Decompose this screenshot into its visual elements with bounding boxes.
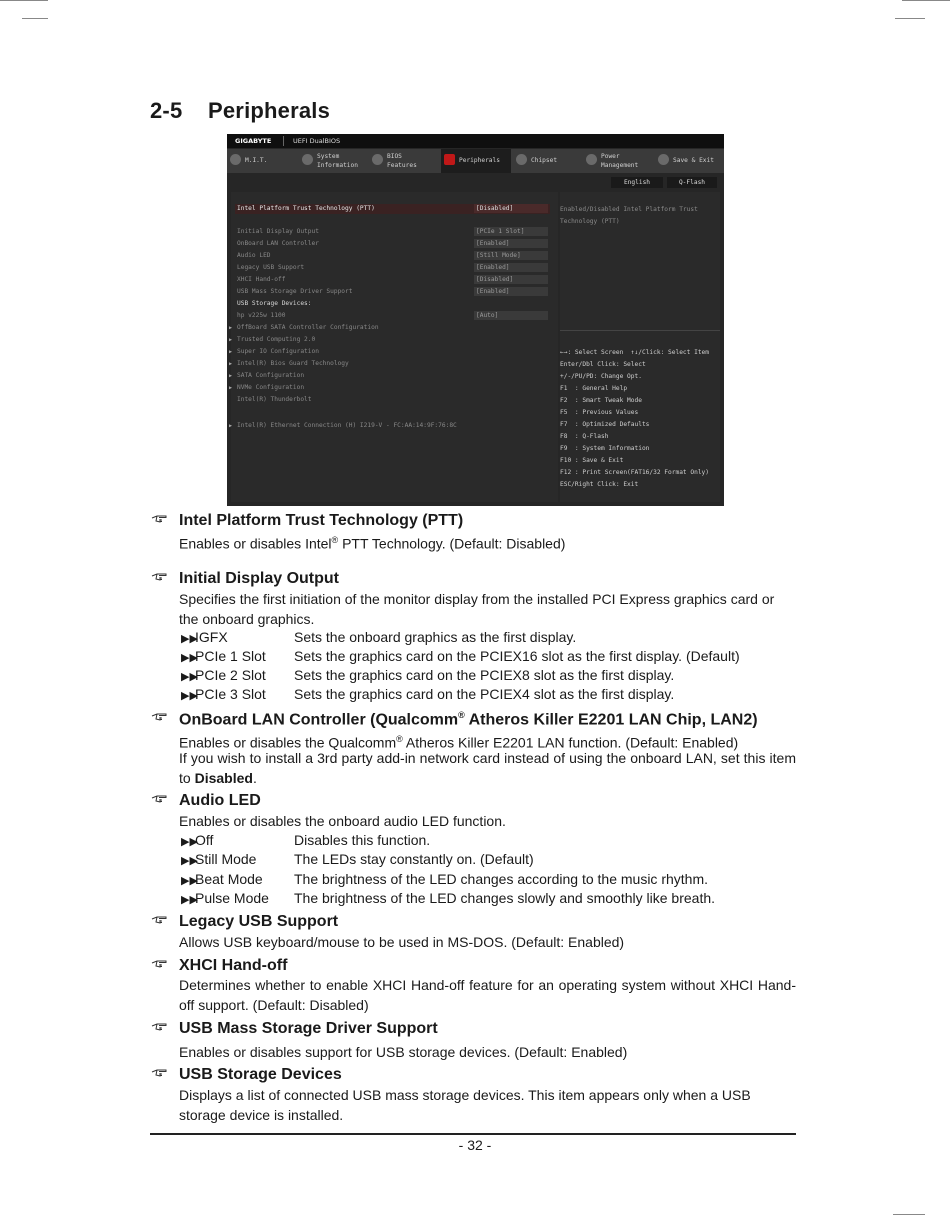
note-bold-text: Disabled bbox=[194, 769, 253, 786]
crop-mark bbox=[22, 18, 48, 19]
bios-item-xhci[interactable]: XHCI Hand-off bbox=[237, 276, 286, 283]
option-description: Sets the graphics card on the PCIEX4 slot as the first display. bbox=[294, 686, 675, 702]
registered-mark: ® bbox=[331, 535, 339, 545]
option-name bbox=[181, 667, 266, 683]
item-title: XHCI Hand-off bbox=[179, 957, 288, 974]
language-button[interactable]: English bbox=[611, 177, 663, 188]
crop-mark bbox=[893, 1214, 925, 1215]
item-title: Legacy USB Support bbox=[179, 913, 339, 930]
bios-value-legacy-usb[interactable]: [Enabled] bbox=[474, 263, 548, 272]
hotkey-line: Enter/Dbl Click: Select bbox=[560, 361, 646, 368]
note-text: . bbox=[252, 769, 257, 786]
chip-icon bbox=[372, 154, 383, 165]
note-text: If you wish to install a 3rd party add-in network card instead of using the onboard LAN, set this item to bbox=[179, 750, 796, 786]
page-number: - 32 - bbox=[458, 1137, 492, 1153]
double-arrow-icon: ▶▶ bbox=[181, 633, 198, 645]
description-text: Enables or disables the Qualcomm bbox=[179, 734, 397, 751]
option-label: Beat Mode bbox=[195, 871, 263, 887]
crop-mark bbox=[895, 18, 925, 19]
tab-label: BIOS Features bbox=[387, 153, 417, 169]
pointing-hand-icon bbox=[151, 915, 167, 926]
bios-help-text: Enabled/Disabled Intel Platform Trust Technology (PTT) bbox=[560, 206, 698, 225]
tab-power-management[interactable] bbox=[583, 149, 653, 173]
option-name bbox=[181, 686, 266, 702]
bios-screenshot bbox=[227, 134, 724, 506]
tab-label: System Information bbox=[317, 153, 358, 169]
option-label: IGFX bbox=[195, 629, 228, 645]
bios-value-usb-mass-storage[interactable]: [Enabled] bbox=[474, 287, 548, 296]
pointing-hand-icon bbox=[151, 959, 167, 970]
section-heading bbox=[150, 98, 330, 124]
option-name bbox=[181, 648, 266, 664]
exit-icon bbox=[658, 154, 669, 165]
bios-value-audio-led[interactable]: [Still Mode] bbox=[474, 251, 548, 260]
item-description: Allows USB keyboard/mouse to be used in MS-DOS. (Default: Enabled) bbox=[179, 934, 625, 950]
hotkey-line: F7 : Optimized Defaults bbox=[560, 421, 650, 428]
option-description: The brightness of the LED changes slowly and smoothly like breath. bbox=[294, 890, 716, 906]
section-title: Peripherals bbox=[208, 98, 331, 123]
gear-icon bbox=[302, 154, 313, 165]
description-text: Atheros Killer E2201 LAN function. (Default: Enabled) bbox=[402, 734, 739, 751]
bios-value-ptt[interactable]: [Disabled] bbox=[474, 204, 548, 213]
tab-label: Chipset bbox=[531, 157, 558, 164]
section-number: 2-5 bbox=[150, 98, 183, 123]
option-name bbox=[181, 890, 269, 906]
tab-bios-features[interactable] bbox=[369, 149, 439, 173]
hotkey-line: F8 : Q-Flash bbox=[560, 433, 609, 440]
option-description: Sets the graphics card on the PCIEX8 slot as the first display. bbox=[294, 667, 675, 683]
registered-mark: ® bbox=[458, 710, 465, 720]
tab-mit[interactable] bbox=[227, 149, 297, 173]
option-name bbox=[181, 629, 228, 645]
bios-submenu-trusted-computing[interactable]: ▶ Trusted Computing 2.0 bbox=[237, 336, 315, 343]
tab-chipset[interactable] bbox=[513, 149, 581, 173]
bios-brand: GIGABYTE bbox=[235, 137, 272, 145]
double-arrow-icon: ▶▶ bbox=[181, 855, 198, 867]
footer-rule bbox=[150, 1133, 796, 1135]
item-note bbox=[179, 749, 796, 788]
item-title: Intel Platform Trust Technology (PTT) bbox=[179, 512, 464, 529]
chipset-icon bbox=[516, 154, 527, 165]
item-description: Specifies the first initiation of the monitor display from the installed PCI Express graphics card or the onboard graphics. bbox=[179, 591, 775, 627]
item-title bbox=[179, 710, 758, 729]
item-description: Enables or disables support for USB storage devices. (Default: Enabled) bbox=[179, 1044, 628, 1060]
qflash-button[interactable]: Q-Flash bbox=[667, 177, 717, 188]
bios-submenu-ethernet[interactable]: ▶ Intel(R) Ethernet Connection (H) I219-V - FC:AA:14:9F:76:8C bbox=[237, 422, 457, 429]
hotkey-line: F9 : System Information bbox=[560, 445, 650, 452]
bios-product: UEFI DualBIOS bbox=[293, 137, 341, 145]
option-label: PCIe 1 Slot bbox=[195, 648, 266, 664]
tab-system-information[interactable] bbox=[299, 149, 367, 173]
tab-label: Peripherals bbox=[459, 157, 500, 164]
option-label: Pulse Mode bbox=[195, 890, 269, 906]
double-arrow-icon: ▶▶ bbox=[181, 690, 198, 702]
item-title: Initial Display Output bbox=[179, 570, 340, 587]
bios-value-xhci[interactable]: [Disabled] bbox=[474, 275, 548, 284]
double-arrow-icon: ▶▶ bbox=[181, 894, 198, 906]
description-text: Enables or disables Intel bbox=[179, 535, 332, 552]
double-arrow-icon: ▶▶ bbox=[181, 875, 198, 887]
item-title: Audio LED bbox=[179, 792, 261, 809]
double-arrow-icon: ▶▶ bbox=[181, 671, 198, 683]
title-text: Atheros Killer E2201 LAN Chip, LAN2) bbox=[464, 711, 758, 729]
bios-value-usb-device[interactable]: [Auto] bbox=[474, 311, 548, 320]
bios-item-usb-mass-storage[interactable]: USB Mass Storage Driver Support bbox=[237, 288, 353, 295]
tab-save-exit[interactable] bbox=[655, 149, 724, 173]
option-label: Off bbox=[195, 832, 214, 848]
bios-item-ptt[interactable]: Intel Platform Trust Technology (PTT) bbox=[237, 205, 375, 212]
hotkey-line: F2 : Smart Tweak Mode bbox=[560, 397, 642, 404]
tab-label: Power Management bbox=[601, 153, 639, 169]
bios-value-onboard-lan[interactable]: [Enabled] bbox=[474, 239, 548, 248]
bios-value-initial-display[interactable]: [PCIe 1 Slot] bbox=[474, 227, 548, 236]
divider bbox=[283, 136, 284, 146]
item-title: USB Storage Devices bbox=[179, 1066, 342, 1083]
option-description: Sets the onboard graphics as the first display. bbox=[294, 629, 577, 645]
pointing-hand-icon bbox=[151, 572, 167, 583]
item-title: USB Mass Storage Driver Support bbox=[179, 1020, 438, 1037]
registered-mark: ® bbox=[396, 734, 403, 744]
item-description: Enables or disables the onboard audio LED function. bbox=[179, 813, 506, 829]
bios-item-initial-display[interactable]: Initial Display Output bbox=[237, 228, 319, 235]
power-icon bbox=[586, 154, 597, 165]
hotkey-line: F12 : Print Screen(FAT16/32 Format Only) bbox=[560, 469, 710, 476]
title-text: OnBoard LAN Controller (Qualcomm bbox=[179, 711, 459, 729]
option-label: Still Mode bbox=[195, 851, 257, 867]
bios-submenu-bios-guard[interactable]: ▶ Intel(R) Bios Guard Technology bbox=[237, 360, 349, 367]
option-description: Sets the graphics card on the PCIEX16 slot as the first display. (Default) bbox=[294, 648, 740, 664]
bios-item-legacy-usb[interactable]: Legacy USB Support bbox=[237, 264, 305, 271]
plug-icon bbox=[444, 154, 455, 165]
option-label: PCIe 3 Slot bbox=[195, 686, 266, 702]
item-description: Determines whether to enable XHCI Hand-off feature for an operating system without XHCI Hand-off support. (Default: Disabled) bbox=[179, 977, 796, 1013]
hotkey-line: +/-/PU/PD: Change Opt. bbox=[560, 373, 642, 380]
bios-item-thunderbolt[interactable]: Intel(R) Thunderbolt bbox=[237, 396, 312, 403]
tab-label: M.I.T. bbox=[245, 157, 268, 164]
description-text: PTT Technology. (Default: Disabled) bbox=[338, 535, 566, 552]
pointing-hand-icon bbox=[151, 712, 167, 723]
bios-item-onboard-lan[interactable]: OnBoard LAN Controller bbox=[237, 240, 319, 247]
double-arrow-icon: ▶▶ bbox=[181, 836, 198, 848]
item-description bbox=[179, 531, 796, 554]
hotkey-line: ←→: Select Screen ↑↓/Click: Select Item bbox=[560, 349, 710, 356]
pointing-hand-icon bbox=[151, 1022, 167, 1033]
bios-item-audio-led[interactable]: Audio LED bbox=[237, 252, 271, 259]
bios-item-usb-device[interactable]: hp v225w 1100 bbox=[237, 312, 286, 319]
hotkey-line: F5 : Previous Values bbox=[560, 409, 639, 416]
divider bbox=[560, 330, 720, 331]
crop-mark bbox=[902, 0, 950, 1]
option-description: Disables this function. bbox=[294, 832, 431, 848]
bios-tab-bar bbox=[227, 149, 724, 173]
pointing-hand-icon bbox=[151, 794, 167, 805]
mit-icon bbox=[230, 154, 241, 165]
hotkey-line: F1 : General Help bbox=[560, 385, 628, 392]
option-name bbox=[181, 851, 256, 867]
bios-help-panel bbox=[560, 192, 720, 502]
bios-submenu-offboard-sata[interactable]: ▶ OffBoard SATA Controller Configuration bbox=[237, 324, 379, 331]
option-name bbox=[181, 832, 213, 848]
hotkey-line: ESC/Right Click: Exit bbox=[560, 481, 639, 488]
bios-submenu-nvme[interactable]: ▶ NVMe Configuration bbox=[237, 384, 304, 391]
option-description: The brightness of the LED changes according to the music rhythm. bbox=[294, 871, 708, 887]
bios-submenu-sata[interactable]: ▶ SATA Configuration bbox=[237, 372, 304, 379]
option-label: PCIe 2 Slot bbox=[195, 667, 266, 683]
pointing-hand-icon bbox=[151, 1068, 167, 1079]
tab-peripherals[interactable] bbox=[441, 149, 511, 173]
double-arrow-icon: ▶▶ bbox=[181, 652, 198, 664]
option-name bbox=[181, 871, 263, 887]
bios-top-bar bbox=[227, 134, 724, 148]
crop-mark bbox=[0, 0, 48, 1]
option-description: The LEDs stay constantly on. (Default) bbox=[294, 851, 534, 867]
pointing-hand-icon bbox=[151, 514, 167, 525]
tab-label: Save & Exit bbox=[673, 157, 714, 164]
bios-item-usb-storage-devices: USB Storage Devices: bbox=[237, 300, 312, 307]
bios-submenu-super-io[interactable]: ▶ Super IO Configuration bbox=[237, 348, 319, 355]
hotkey-line: F10 : Save & Exit bbox=[560, 457, 624, 464]
item-description: Displays a list of connected USB mass storage devices. This item appears only when a USB storage device is installed. bbox=[179, 1087, 751, 1123]
